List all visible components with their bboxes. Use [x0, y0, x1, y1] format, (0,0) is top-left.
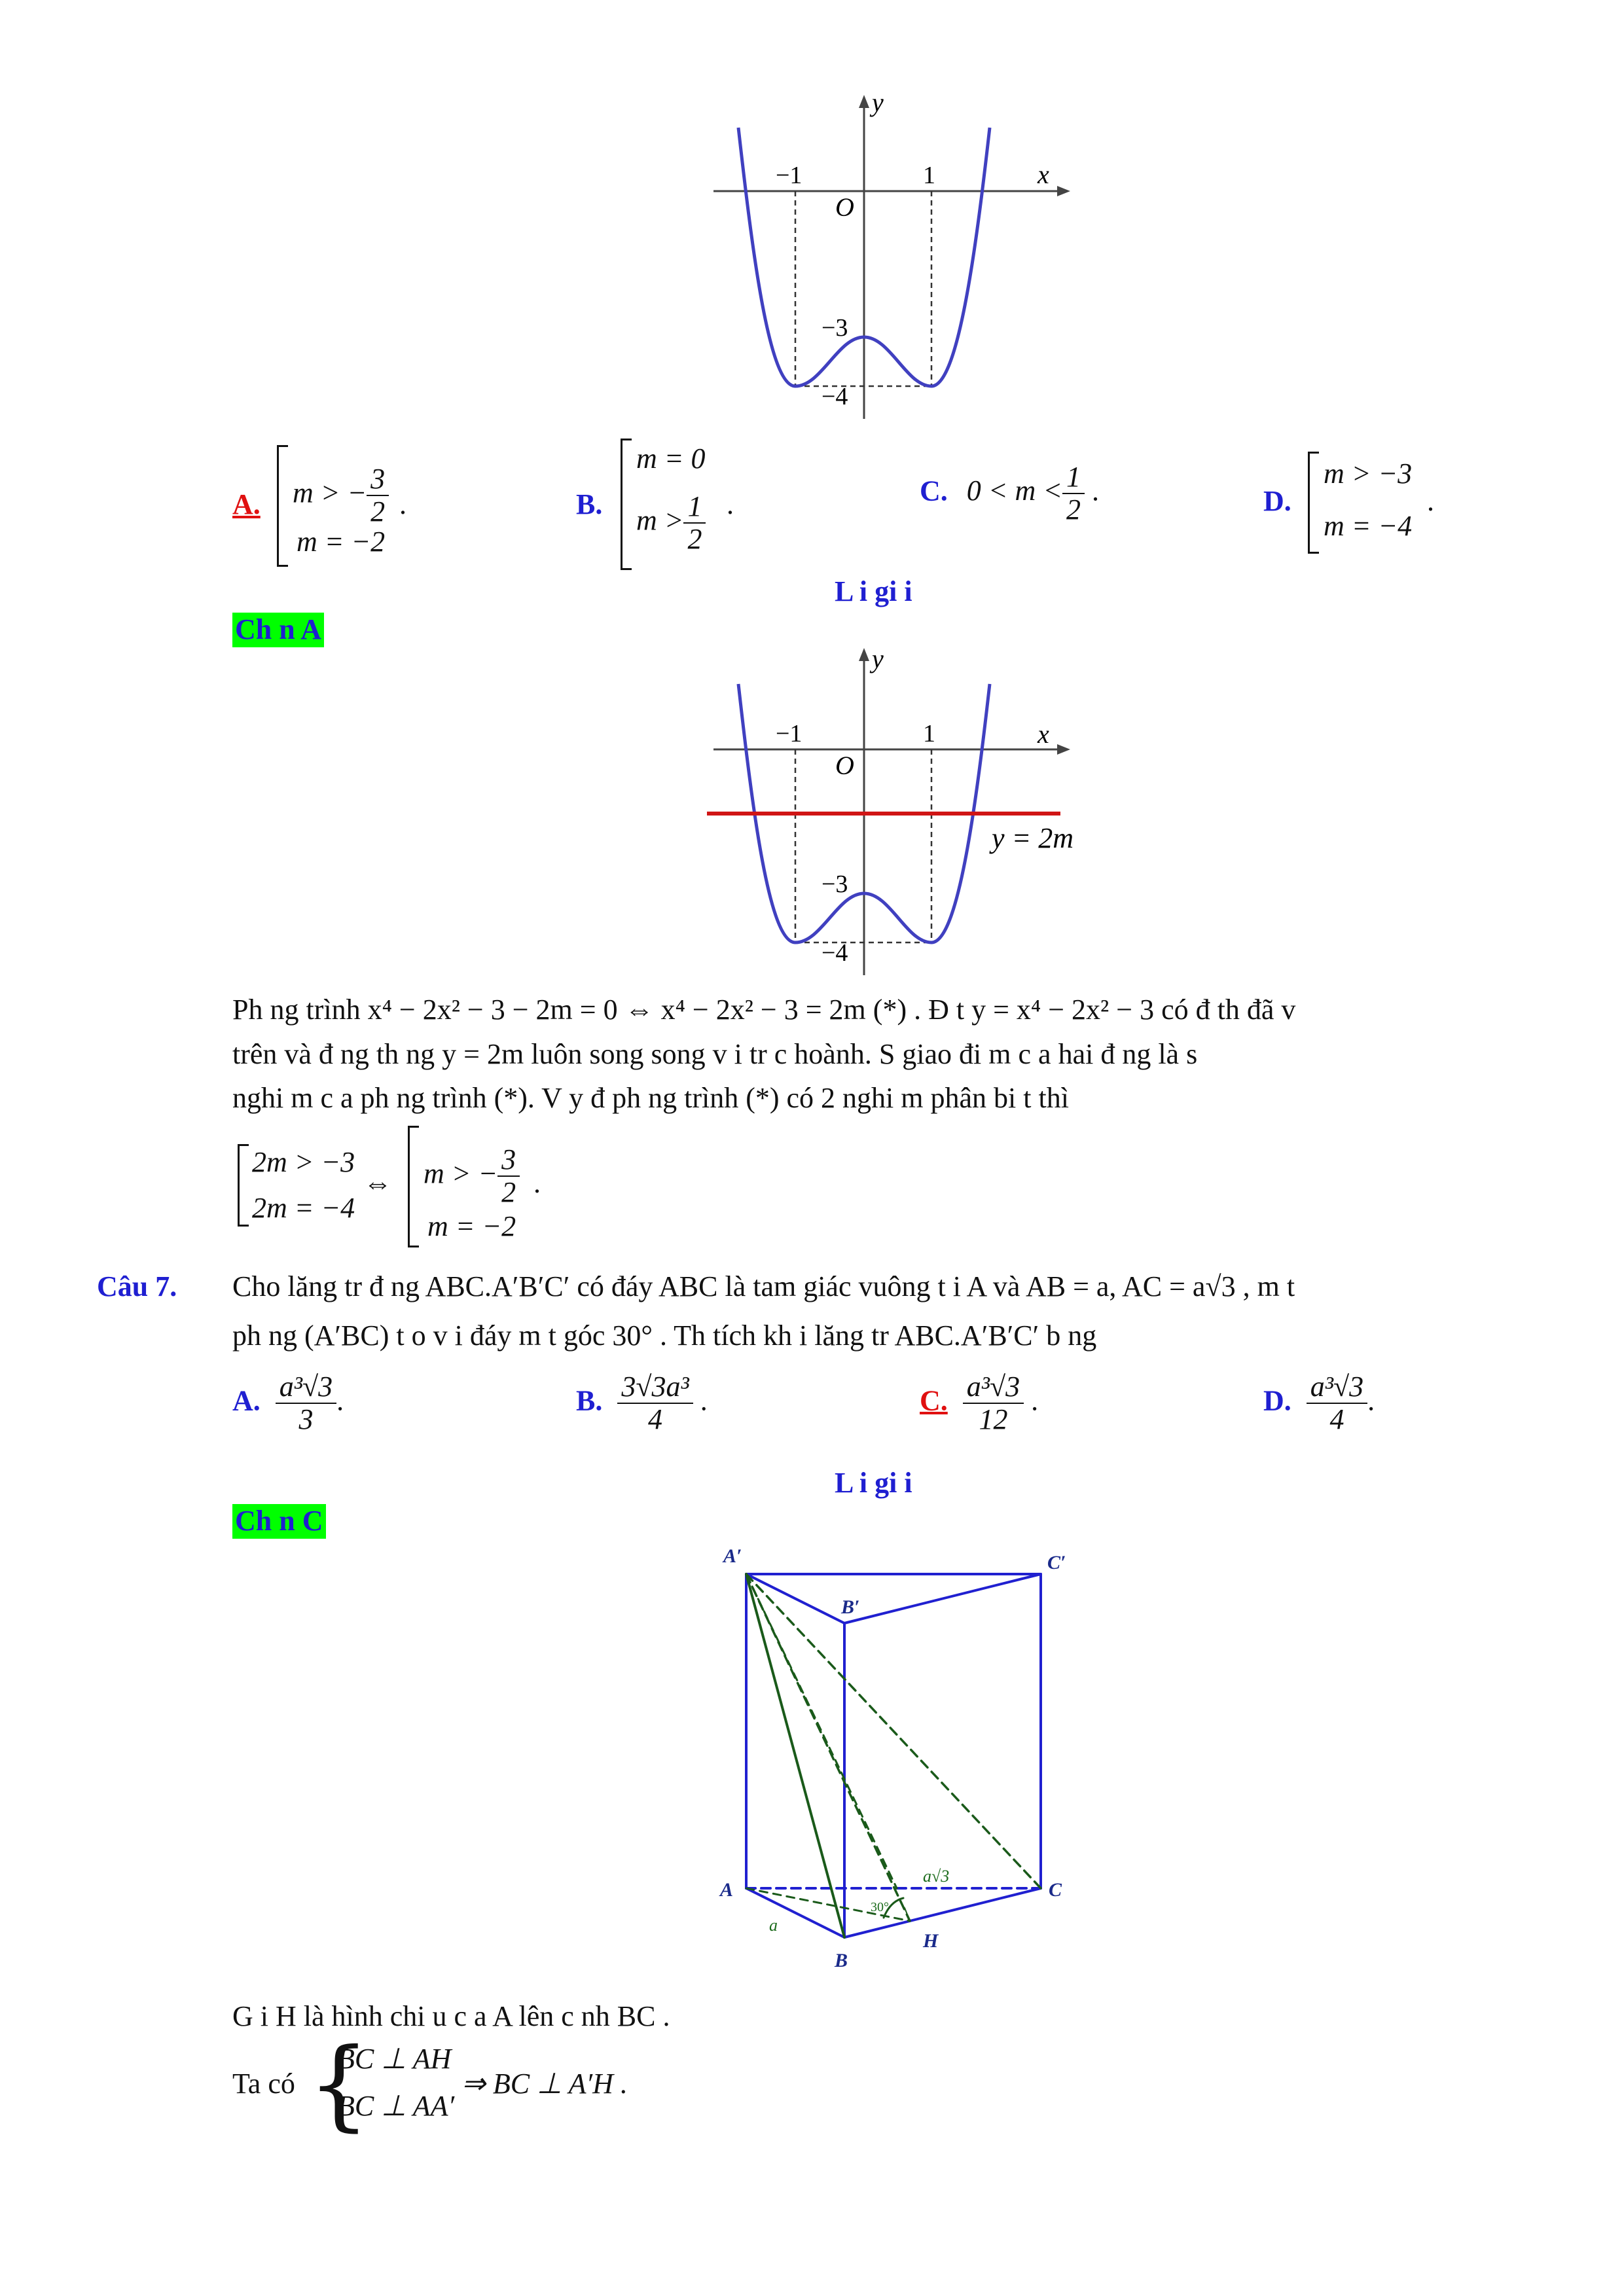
q6-option-c[interactable]: C. 0 < m < $\frac{1}{2}$ . [920, 461, 1099, 526]
tick-neg1: −1 [776, 720, 803, 747]
q7-option-c[interactable]: C. $\frac{\text{a³√3}}{12}$ . [920, 1371, 1039, 1436]
angle-label: 30° [871, 1900, 889, 1914]
option-c-label: C. [920, 475, 948, 507]
q7-option-d[interactable]: D. $\frac{\text{a³√3}}{4}$ . [1263, 1371, 1375, 1436]
solution-q6-line3: nghi m c a ph ng trình (*). V y đ ph ng trình (*) có 2 nghi m phân bi t thì [232, 1082, 1069, 1114]
question-7-line2: ph ng (A′BC) t o v i đáy m t góc 30° . Th tích kh i lăng tr ABC.A′B′C′ b ng [232, 1319, 1097, 1352]
prism-figure [707, 1535, 1074, 1986]
value-neg4: −4 [821, 383, 848, 410]
bracket [277, 445, 288, 567]
value-neg4: −4 [821, 939, 848, 967]
vertex-b-prime: B′ [841, 1596, 860, 1618]
option-a-label: A. [232, 1384, 261, 1417]
chosen-answer-q7: Ch n C [232, 1504, 326, 1539]
vertex-c-prime: C′ [1047, 1552, 1066, 1573]
option-a-line2: m = −2 [297, 526, 386, 558]
chosen-answer-q6: Ch n A [232, 613, 324, 647]
option-c-label: C. [920, 1384, 948, 1417]
q7-option-b[interactable]: B. $\frac{\text{3√3a³}}{4}$ . [576, 1371, 708, 1436]
x-axis-label: x [1038, 160, 1049, 189]
quartic-graph-2 [694, 645, 1113, 985]
quartic-graph-1 [707, 92, 1074, 432]
option-b-label: B. [576, 1384, 603, 1417]
option-b-line1: m = 0 [636, 442, 706, 475]
vertex-a: A [720, 1879, 734, 1901]
vertex-c: C [1049, 1879, 1062, 1901]
origin-label: O [835, 192, 854, 222]
edge-ac-label: a√3 [923, 1867, 950, 1886]
y-axis-label: y [872, 645, 884, 673]
question-7-label: Câu 7. [97, 1270, 177, 1302]
y-axis-label: y [872, 92, 884, 117]
value-neg3: −3 [821, 314, 848, 342]
vertex-b: B [835, 1950, 848, 1971]
option-a-label: A. [232, 488, 261, 520]
edge-ab-label: a [769, 1916, 778, 1935]
tick-neg1: −1 [776, 162, 803, 189]
question-7-line1: Cho lăng tr đ ng ABC.A′B′C′ có đáy ABC là tam giác vuông t i A và AB = a, AC = a√3 , m t [232, 1270, 1295, 1302]
value-neg3: −3 [821, 870, 848, 898]
q7-option-a[interactable]: A. $\frac{\text{a³√3}}{3}$ . [232, 1371, 344, 1436]
line-label: y = 2m [992, 822, 1074, 854]
solution-q7-line1: G i H là hình chi u c a A lên c nh BC . [232, 2000, 670, 2032]
x-axis-label: x [1038, 719, 1049, 749]
option-d-line2: m = −4 [1324, 510, 1413, 542]
origin-label: O [835, 751, 854, 780]
solution-heading-q6: L i gi i [835, 575, 912, 607]
bracket [621, 439, 632, 570]
solution-q7-system: Ta có { BC ⊥ AH BC ⊥ AA′ ⇒ BC ⊥ A′H . [232, 2028, 628, 2142]
vertex-a-prime: A′ [723, 1545, 742, 1567]
option-b-line2: m > $\frac{1}{2}$ [636, 491, 706, 556]
option-b-label: B. [576, 488, 603, 520]
solution-heading-q7: L i gi i [835, 1467, 912, 1499]
tick-pos1: 1 [923, 162, 935, 189]
option-d-label: D. [1263, 485, 1291, 517]
bracket [1308, 452, 1319, 554]
point-h: H [923, 1930, 939, 1952]
solution-q6-system: 2m > −3 2m = −4 ⇔ m > − $\frac{3}{2}$ m = −2 . [232, 1126, 625, 1250]
tick-pos1: 1 [923, 720, 935, 747]
option-a-line1: m > − $\frac{3}{2}$ [293, 463, 389, 528]
solution-q6-line2: trên và đ ng th ng y = 2m luôn song song v i tr c hoành. S giao đi m c a hai đ ng là s [232, 1038, 1198, 1070]
solution-q6-line1: Ph ng trình x⁴ − 2x² − 3 − 2m = 0 ⇔ x⁴ − 2x² − 3 = 2m (*) . Đ t y = x⁴ − 2x² − 3 có đ th đã v [232, 994, 1296, 1026]
option-d-label: D. [1263, 1384, 1291, 1417]
option-c-text: 0 < m < [966, 475, 1062, 507]
option-d-line1: m > −3 [1324, 457, 1413, 490]
